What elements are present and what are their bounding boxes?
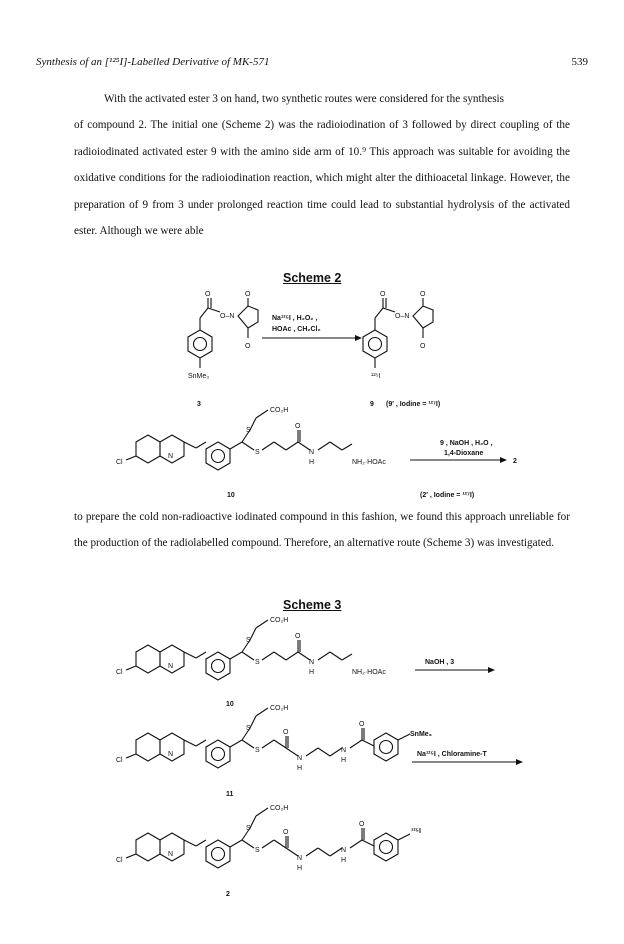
substituent-125i: ¹²⁵I [411,828,421,835]
paragraph-1-first-line: With the activated ester 3 on hand, two synthetic routes were considered for the synthesis [104,93,505,105]
atom-o: O [420,291,426,298]
compound-label-9: 9 [370,401,374,408]
atom-cl: Cl [116,857,123,864]
atom-o: O [205,291,211,298]
carboxylic-acid-group: CO₂H [270,617,289,624]
atom-o: O [359,821,365,828]
atom-o: O [245,291,251,298]
ammonium-acetate-group: NH₂·HOAc [352,459,386,466]
scheme-3-reagents-1: NaOH , 3 [425,659,455,666]
atom-s: S [255,747,260,754]
atom-n: N [168,663,174,670]
ammonium-acetate-group: NH₂·HOAc [352,669,386,676]
substituent-snme3: SnMe₃ [410,731,432,738]
scheme-3-reagents-2: Na¹²⁵I , Chloramine-T [417,751,487,758]
atom-o-n: O–N [395,313,410,320]
running-title: Synthesis of an [¹²⁵I]-Labelled Derivative of MK-571 [36,56,270,68]
scheme-2-reagents-line-2: HOAc , CH₂Cl₂ [272,326,321,333]
atom-h: H [341,757,347,764]
scheme-3-title: Scheme 3 [283,598,342,612]
arrowhead [516,759,523,765]
atom-n: N [341,747,347,754]
scheme-2-reagents-line-1: Na¹²⁵I , H₂O₂ , [272,315,318,322]
carboxylic-acid-group: CO₂H [270,705,289,712]
atom-s: S [255,659,260,666]
substituent-125i: ¹²⁵I [371,373,381,380]
scheme-2-title: Scheme 2 [283,271,342,285]
scheme-3-label-10: 10 [226,701,234,708]
atom-n: N [309,659,315,666]
page-number: 539 [571,56,588,68]
atom-o: O [295,423,301,430]
carboxylic-acid-group: CO₂H [270,407,289,414]
atom-o: O [420,343,426,350]
compound-11-structure [126,708,410,768]
atom-n: N [297,855,303,862]
atom-o: O [245,343,251,350]
scheme-2-reagents2-line-1: 9 , NaOH , H₂O , [440,440,493,447]
compound-9-note: (9′ , Iodine = ¹²⁷I) [386,401,441,408]
compound-label-3: 3 [197,401,201,408]
atom-o: O [283,729,289,736]
atom-n: N [341,847,347,854]
compound-label-10: 10 [227,492,235,499]
atom-o: O [283,829,289,836]
atom-cl: Cl [116,459,123,466]
compound-2-note: (2′ , Iodine = ¹²⁷I) [420,492,475,499]
atom-h: H [297,865,303,872]
product-label-2: 2 [513,458,517,465]
atom-s: S [246,427,251,434]
scheme-3-compound-10-structure [126,620,352,680]
scheme-2-reagents2-line-2: 1,4-Dioxane [444,450,484,457]
atom-o: O [380,291,386,298]
paragraph-2: to prepare the cold non-radioactive iodinated compound in this fashion, we found this approach unreliable for the production of the radiolabelled compound. Therefore, an alternative route (Scheme 3) was investigated. [74,511,570,550]
atom-n: N [297,755,303,762]
atom-o-n: O–N [220,313,235,320]
paragraph-1-body: of compound 2. The initial one (Scheme 2) was the radioiodination of 3 followed by direct coupling of the radioiodinated activated ester 9 with the amino side arm of 10.⁹ This approach was suitable for avoiding the oxidative conditions for the radioiodination reaction, which might alter the dithioacetal linkage. However, the preparation of 9 from 3 under prolonged reaction time could lead to substantial hydrolysis of the activated ester. Although we were able [74,119,570,238]
arrowhead [488,667,495,673]
atom-o: O [359,721,365,728]
atom-h: H [297,765,303,772]
carboxylic-acid-group: CO₂H [270,805,289,812]
atom-s: S [255,449,260,456]
atom-n: N [168,851,174,858]
atom-s: S [255,847,260,854]
atom-cl: Cl [116,757,123,764]
scheme-3-label-11: 11 [226,791,234,798]
atom-cl: Cl [116,669,123,676]
atom-h: H [309,459,315,466]
atom-s: S [246,637,251,644]
atom-h: H [341,857,347,864]
atom-s: S [246,725,251,732]
atom-n: N [168,751,174,758]
substituent-snme3: SnMe₃ [188,373,210,380]
atom-o: O [295,633,301,640]
atom-h: H [309,669,315,676]
atom-n: N [168,453,174,460]
atom-s: S [246,825,251,832]
scheme-3-label-2: 2 [226,891,230,898]
compound-2-structure [126,808,410,868]
atom-n: N [309,449,315,456]
